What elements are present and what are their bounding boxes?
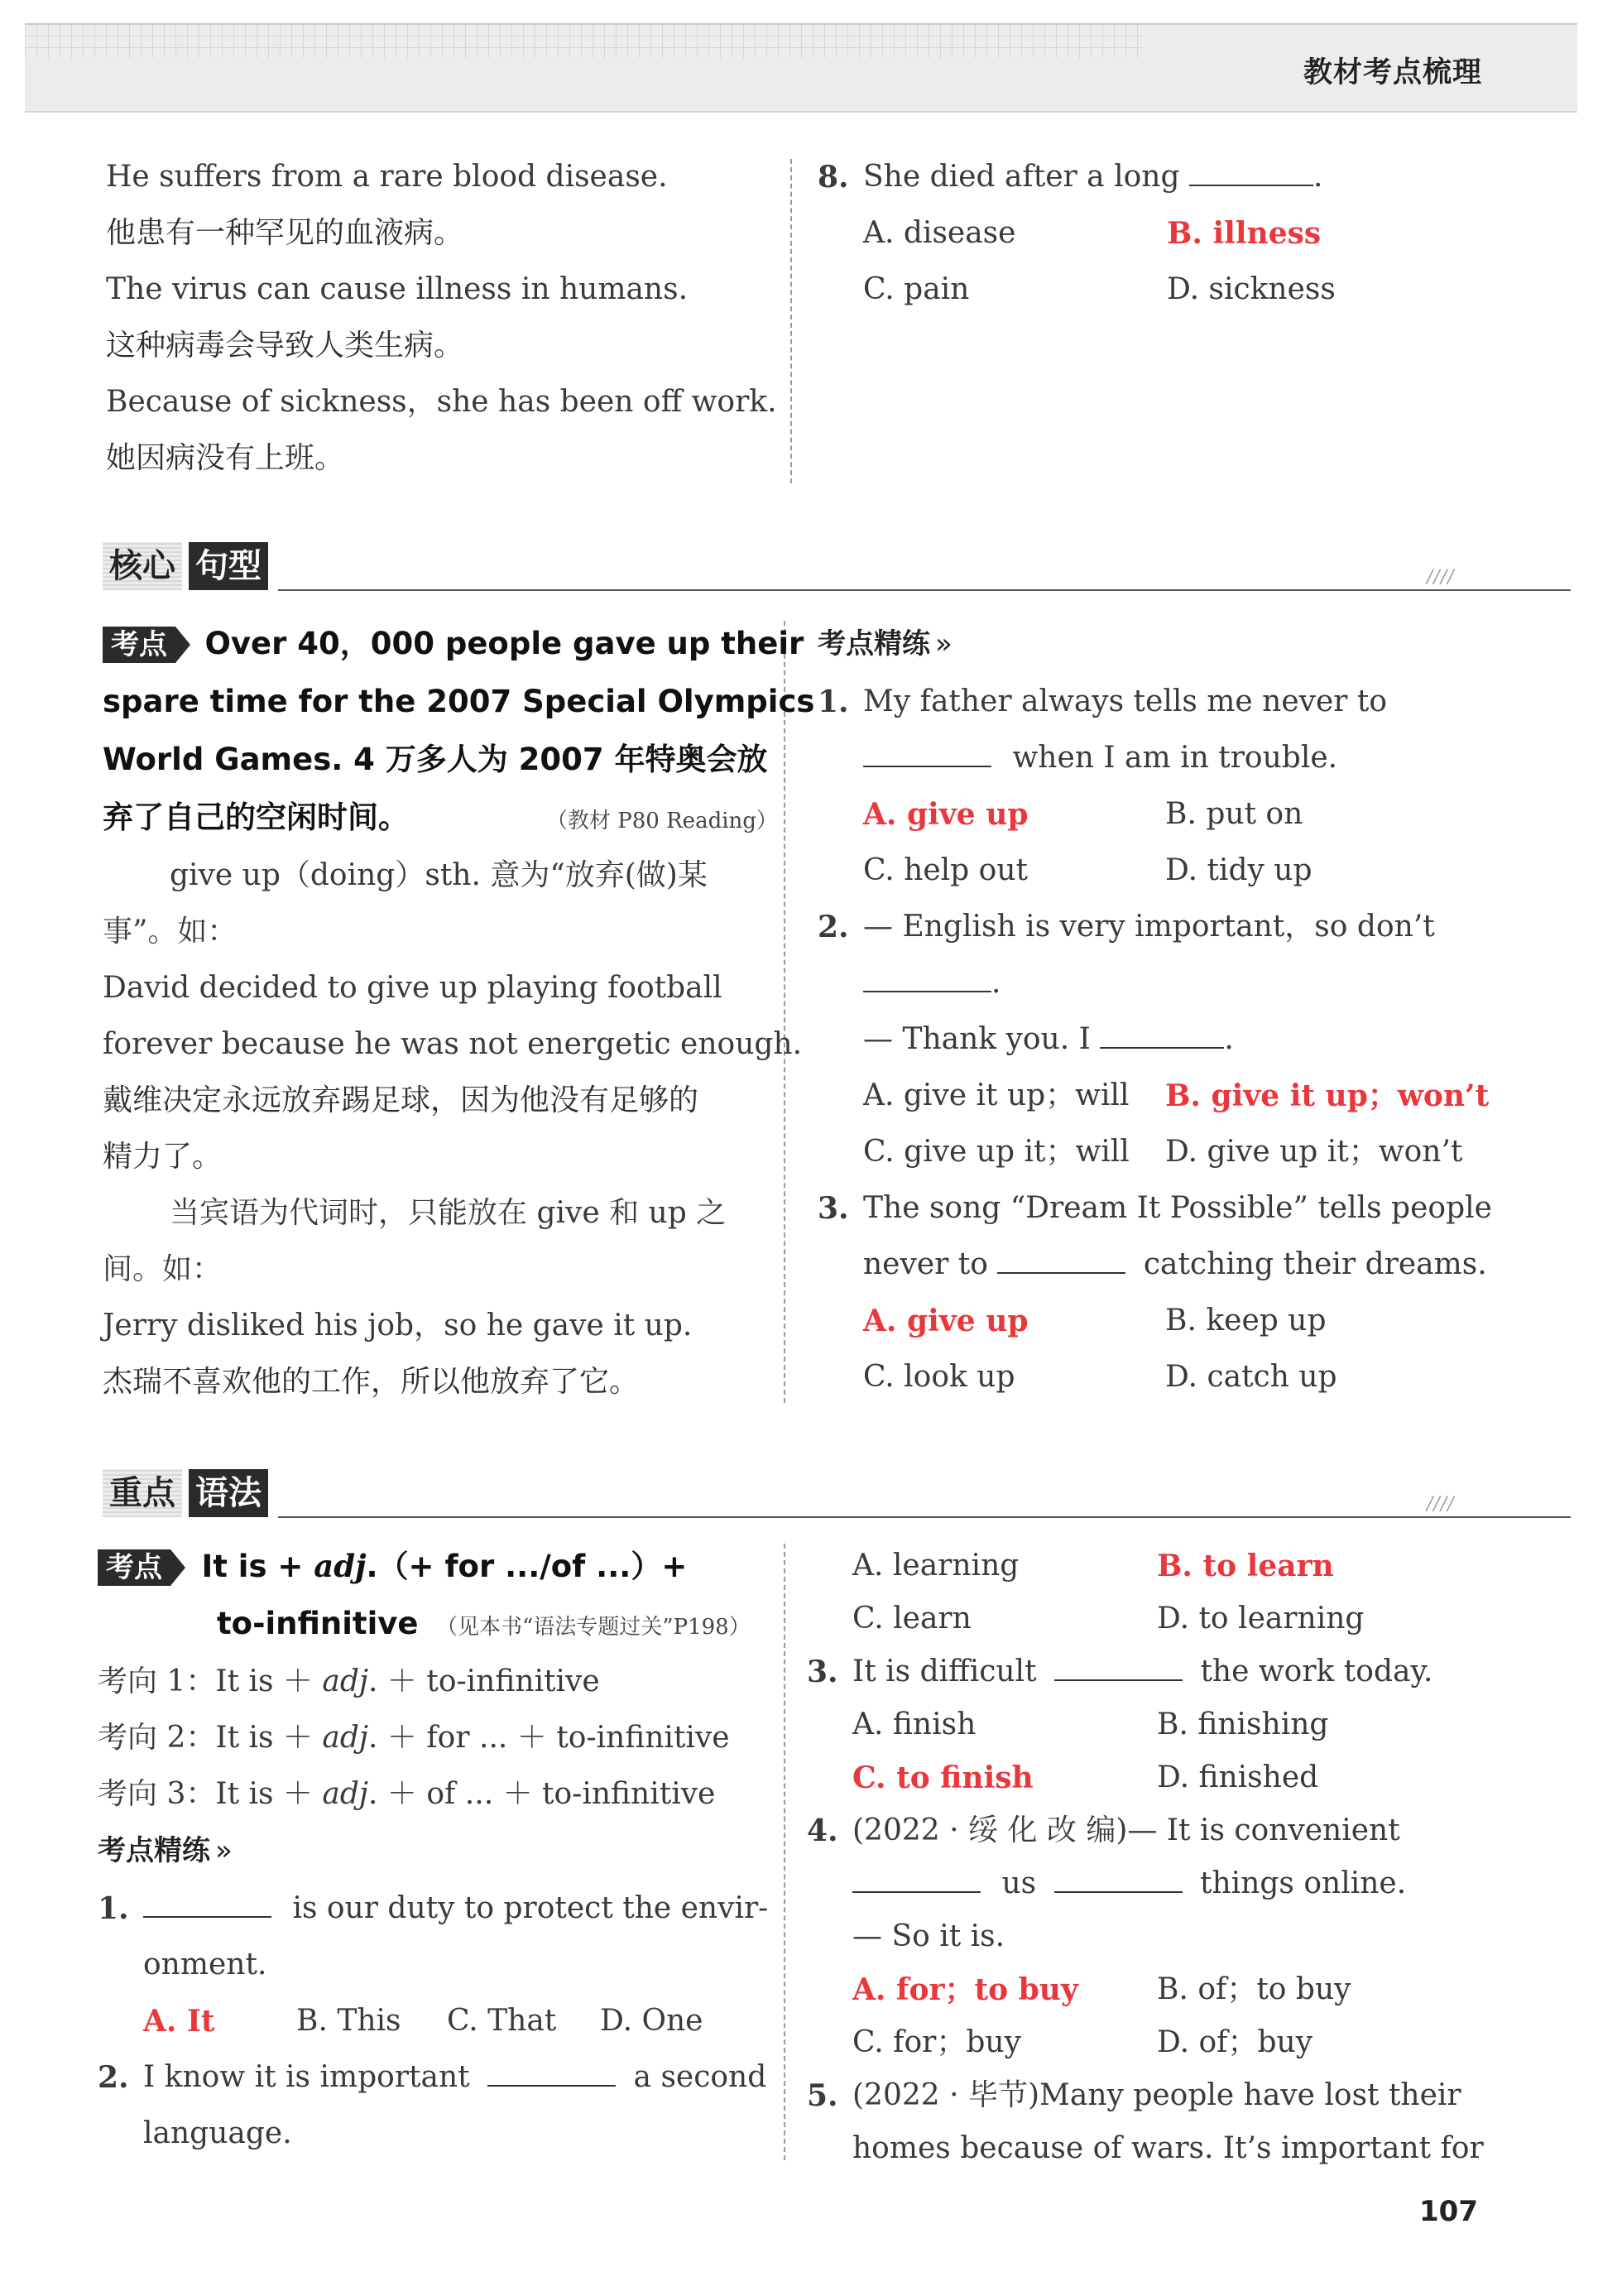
column-divider xyxy=(784,621,785,1403)
practice-heading xyxy=(818,626,953,662)
section-heading-key-grammar xyxy=(103,1469,1468,1520)
answer-blank xyxy=(863,966,991,992)
practice-heading-text: 考点精练 xyxy=(98,1834,210,1867)
question-text: is our duty to protect the envir- xyxy=(292,1891,769,1925)
question-line xyxy=(852,1654,1432,1690)
section-decor-marks: //// xyxy=(1427,567,1455,588)
page-number: 107 xyxy=(1419,2195,1478,2228)
question-text: — English is very important，so don’t xyxy=(863,910,1435,944)
punctuation: . xyxy=(991,966,1001,1000)
question-text: (2022 · 绥 化 改 编)— It is convenient xyxy=(852,1813,1400,1847)
question-line xyxy=(863,1021,1234,1058)
example-cn: 这种病毒会导致人类生病。 xyxy=(106,329,464,363)
answer-blank xyxy=(1189,160,1313,186)
grammar-pattern: .（+ for .../of ...）+ xyxy=(366,1549,688,1584)
answer-blank xyxy=(1054,1866,1183,1893)
question-text: It is difficult xyxy=(852,1655,1037,1688)
option-d: D. One xyxy=(600,2004,703,2038)
example-en: Jerry disliked his job，so he gave it up. xyxy=(103,1309,693,1343)
section-rule xyxy=(278,1516,1571,1518)
question-text: onment. xyxy=(143,1948,267,1981)
option-c: C. learn xyxy=(852,1602,972,1636)
explanation: 间。如： xyxy=(103,1252,223,1286)
question-line xyxy=(852,1866,1406,1902)
question-text: I know it is important xyxy=(143,2060,470,2094)
direction-text: 考向 1：It is ＋ xyxy=(98,1664,323,1698)
page-header-title: 教材考点梳理 xyxy=(1303,56,1482,89)
grammar-pattern: It is + xyxy=(201,1549,314,1584)
direction-text: . ＋ for ... ＋ to-infinitive xyxy=(368,1721,730,1755)
source-note: （见本书“语法专题过关”P198） xyxy=(435,1615,751,1640)
option-c: C. for；buy xyxy=(852,2025,1021,2059)
option-c-answer: C. to finish xyxy=(852,1760,1034,1795)
answer-blank xyxy=(143,1891,271,1918)
section-decor-marks: //// xyxy=(1427,1494,1455,1515)
question-text: The song “Dream It Possible” tells people xyxy=(863,1191,1492,1225)
question-text: (2022 · 毕节)Many people have lost their xyxy=(852,2078,1461,2112)
double-arrow-icon: » xyxy=(215,1834,233,1867)
column-divider xyxy=(784,1544,785,2160)
question-number: 5. xyxy=(807,2078,838,2113)
option-d: D. to learning xyxy=(1157,1602,1365,1636)
direction-adj: adj xyxy=(322,1777,369,1811)
direction-text: . ＋ to-infinitive xyxy=(368,1664,600,1698)
option-c: C. give up it；will xyxy=(863,1135,1130,1169)
key-point-tag: 考点 xyxy=(98,1549,170,1586)
option-a-answer: A. It xyxy=(143,2004,215,2039)
direction-text: . ＋ of ... ＋ to-infinitive xyxy=(368,1777,716,1811)
key-point-sentence: 弃了自己的空闲时间。 xyxy=(103,800,409,835)
question-number: 1. xyxy=(98,1891,129,1926)
option-c: C. pain xyxy=(863,272,970,306)
option-d: D. catch up xyxy=(1165,1360,1337,1394)
question-text: — So it is. xyxy=(852,1919,1005,1953)
option-b-answer: B. illness xyxy=(1167,216,1322,251)
explanation: give up（doing）sth. 意为“放弃(做)某 xyxy=(170,858,708,892)
question-number: 3. xyxy=(807,1655,838,1689)
example-en: The virus can cause illness in humans. xyxy=(106,272,689,306)
grammar-pattern-adj: adj xyxy=(314,1548,367,1584)
question-text: She died after a long xyxy=(863,160,1180,194)
grammar-key-point xyxy=(217,1606,751,1645)
explanation: 当宾语为代词时，只能放在 give 和 up 之 xyxy=(170,1196,727,1230)
section-heading-core-sentences xyxy=(103,542,1468,593)
option-d: D. of；buy xyxy=(1157,2025,1313,2059)
section-heading-part-b: 语法 xyxy=(189,1469,268,1517)
option-b: B. of；to buy xyxy=(1157,1972,1351,2006)
question-line xyxy=(863,740,1337,776)
column-divider xyxy=(790,159,792,483)
option-d: D. finished xyxy=(1157,1760,1319,1794)
question-text: My father always tells me never to xyxy=(863,684,1388,718)
question-text: homes because of wars. It’s important for xyxy=(852,2131,1484,2165)
section-heading-part-a: 核心 xyxy=(103,542,182,590)
example-cn: 精力了。 xyxy=(103,1140,223,1174)
option-a-answer: A. for；to buy xyxy=(852,1972,1078,2007)
option-b: B. finishing xyxy=(1157,1708,1329,1741)
option-c: C. look up xyxy=(863,1360,1015,1394)
question-text: us xyxy=(1001,1866,1037,1900)
answer-blank xyxy=(1054,1655,1183,1681)
question-line xyxy=(863,1246,1487,1283)
question-stem xyxy=(863,159,1322,195)
option-b-answer: B. give it up；won’t xyxy=(1165,1078,1490,1113)
key-point-tag: 考点 xyxy=(103,627,175,663)
answer-blank xyxy=(487,2060,616,2087)
source-note: （教材 P80 Reading） xyxy=(546,809,778,833)
option-d: D. give up it；won’t xyxy=(1165,1135,1463,1169)
option-a: A. finish xyxy=(852,1708,977,1741)
section-heading-part-a: 重点 xyxy=(103,1469,182,1517)
practice-heading-text: 考点精练 xyxy=(818,627,930,660)
direction-adj: adj xyxy=(322,1664,369,1698)
key-point-sentence: Over 40，000 people gave up their xyxy=(204,626,804,661)
option-a: A. learning xyxy=(852,1549,1020,1583)
example-en: Because of sickness，she has been off work. xyxy=(106,385,777,419)
question-number: 1. xyxy=(818,684,849,719)
option-c: C. That xyxy=(447,2004,557,2038)
answer-blank xyxy=(863,741,991,767)
question-number: 3. xyxy=(818,1191,849,1226)
question-number: 2. xyxy=(98,2060,129,2095)
option-b: B. put on xyxy=(1165,797,1303,831)
direction-text: 考向 3：It is ＋ xyxy=(98,1777,323,1811)
section-heading-part-b: 句型 xyxy=(189,542,268,590)
question-text: language. xyxy=(143,2116,292,2150)
question-text: the work today. xyxy=(1200,1655,1433,1688)
option-b: B. This xyxy=(296,2004,401,2038)
question-text: a second xyxy=(633,2060,767,2094)
example-cn: 杰瑞不喜欢他的工作，所以他放弃了它。 xyxy=(103,1365,640,1399)
grammar-key-point xyxy=(98,1548,687,1586)
option-a-answer: A. give up xyxy=(863,1304,1029,1338)
option-a-answer: A. give up xyxy=(863,797,1029,832)
punctuation: . xyxy=(1224,1022,1234,1056)
punctuation: . xyxy=(1312,160,1323,194)
grammar-direction xyxy=(98,1776,715,1813)
example-en: He suffers from a rare blood disease. xyxy=(106,160,668,194)
question-line xyxy=(143,1890,768,1927)
option-d: D. sickness xyxy=(1167,272,1336,306)
example-cn: 她因病没有上班。 xyxy=(106,441,345,475)
option-b-answer: B. to learn xyxy=(1157,1549,1334,1583)
key-point-sentence: World Games. 4 万多人为 2007 年特奥会放 xyxy=(103,742,768,777)
answer-blank xyxy=(997,1247,1125,1274)
question-number: 4. xyxy=(807,1813,838,1848)
grammar-pattern: to-infinitive xyxy=(217,1606,419,1641)
practice-heading xyxy=(98,1832,233,1869)
option-a: A. disease xyxy=(863,216,1016,250)
key-point-title xyxy=(103,626,804,663)
direction-adj: adj xyxy=(322,1721,369,1755)
question-text: when I am in trouble. xyxy=(1012,741,1338,775)
section-rule xyxy=(278,589,1571,591)
option-d: D. tidy up xyxy=(1165,853,1312,887)
direction-text: 考向 2：It is ＋ xyxy=(98,1721,323,1755)
option-a: A. give it up；will xyxy=(863,1078,1130,1112)
question-line xyxy=(863,965,1001,1001)
question-text: never to xyxy=(863,1247,988,1281)
header-pattern xyxy=(25,25,1142,58)
grammar-direction xyxy=(98,1720,730,1756)
question-number: 8. xyxy=(818,160,849,195)
question-text: — Thank you. I xyxy=(863,1022,1091,1056)
option-b: B. keep up xyxy=(1165,1304,1327,1338)
option-c: C. help out xyxy=(863,853,1028,887)
double-arrow-icon: » xyxy=(935,627,953,660)
key-point-sentence: spare time for the 2007 Special Olympics xyxy=(103,684,815,719)
example-en: David decided to give up playing football xyxy=(103,971,722,1005)
question-line xyxy=(143,2059,766,2096)
example-cn: 戴维决定永远放弃踢足球，因为他没有足够的 xyxy=(103,1083,699,1117)
example-cn: 他患有一种罕见的血液病。 xyxy=(106,216,464,250)
explanation: 事”。如： xyxy=(103,915,238,949)
grammar-direction xyxy=(98,1664,600,1700)
question-text: catching their dreams. xyxy=(1143,1247,1487,1281)
example-en: forever because he was not energetic enough. xyxy=(103,1027,803,1061)
question-text: things online. xyxy=(1200,1866,1407,1900)
answer-blank xyxy=(1100,1022,1224,1049)
answer-blank xyxy=(852,1866,981,1893)
question-number: 2. xyxy=(818,910,849,944)
